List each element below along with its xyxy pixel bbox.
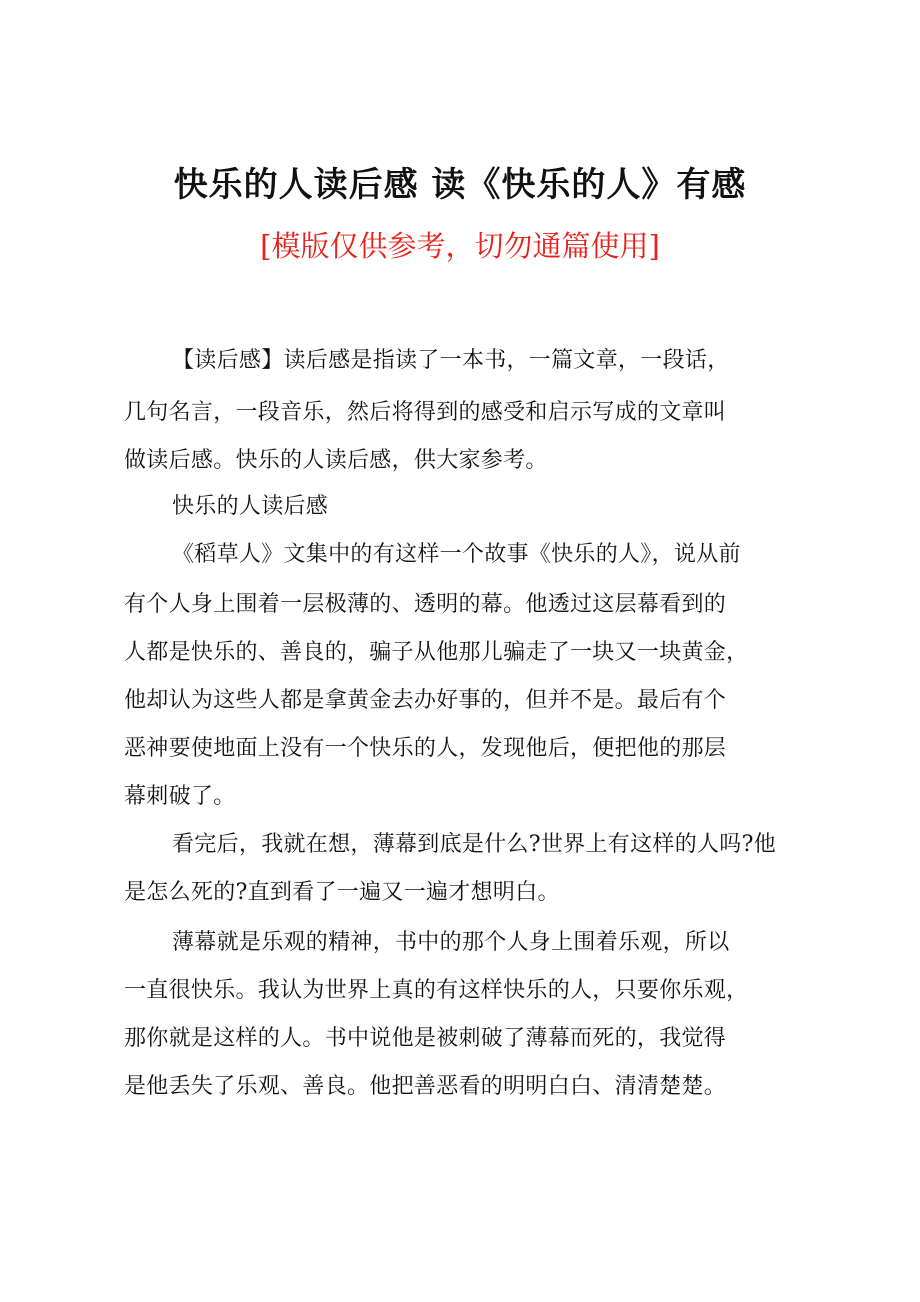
paragraph-line: 他却认为这些人都是拿黄金去办好事的，但并不是。最后有个	[124, 688, 727, 713]
paragraph-line: 那你就是这样的人。书中说他是被刺破了薄幕而死的，我觉得	[124, 1026, 727, 1051]
paragraph-line: 几句名言，一段音乐，然后将得到的感受和启示写成的文章叫	[124, 400, 727, 425]
paragraph-line: 恶神要使地面上没有一个快乐的人，发现他后，便把他的那层	[124, 736, 727, 761]
paragraph-line: 有个人身上围着一层极薄的、透明的幕。他透过这层幕看到的	[124, 592, 727, 617]
paragraph-line: 人都是快乐的、善良的，骗子从他那儿骗走了一块又一块黄金，	[124, 640, 749, 665]
paragraph-line: 做读后感。快乐的人读后感，供大家参考。	[124, 448, 548, 473]
paragraph-line: 《稻草人》文集中的有这样一个故事《快乐的人》，说从前	[172, 542, 741, 567]
section-heading: 快乐的人读后感	[172, 494, 329, 519]
paragraph-line: 幕刺破了。	[124, 784, 236, 809]
paragraph-line: 是怎么死的?直到看了一遍又一遍才想明白。	[124, 880, 560, 905]
template-notice: [模版仅供参考，切勿通篇使用]	[260, 229, 660, 263]
paragraph-line: 薄幕就是乐观的精神，书中的那个人身上围着乐观，所以	[172, 930, 730, 955]
paragraph-line: 【读后感】读后感是指读了一本书，一篇文章，一段话，	[172, 348, 730, 373]
paragraph-line: 看完后，我就在想，薄幕到底是什么?世界上有这样的人吗?他	[172, 832, 776, 857]
page-title: 快乐的人读后感 读《快乐的人》有感	[173, 165, 747, 205]
paragraph-line: 是他丢失了乐观、善良。他把善恶看的明明白白、清清楚楚。	[124, 1074, 727, 1099]
paragraph-line: 一直很快乐。我认为世界上真的有这样快乐的人，只要你乐观，	[124, 978, 749, 1003]
